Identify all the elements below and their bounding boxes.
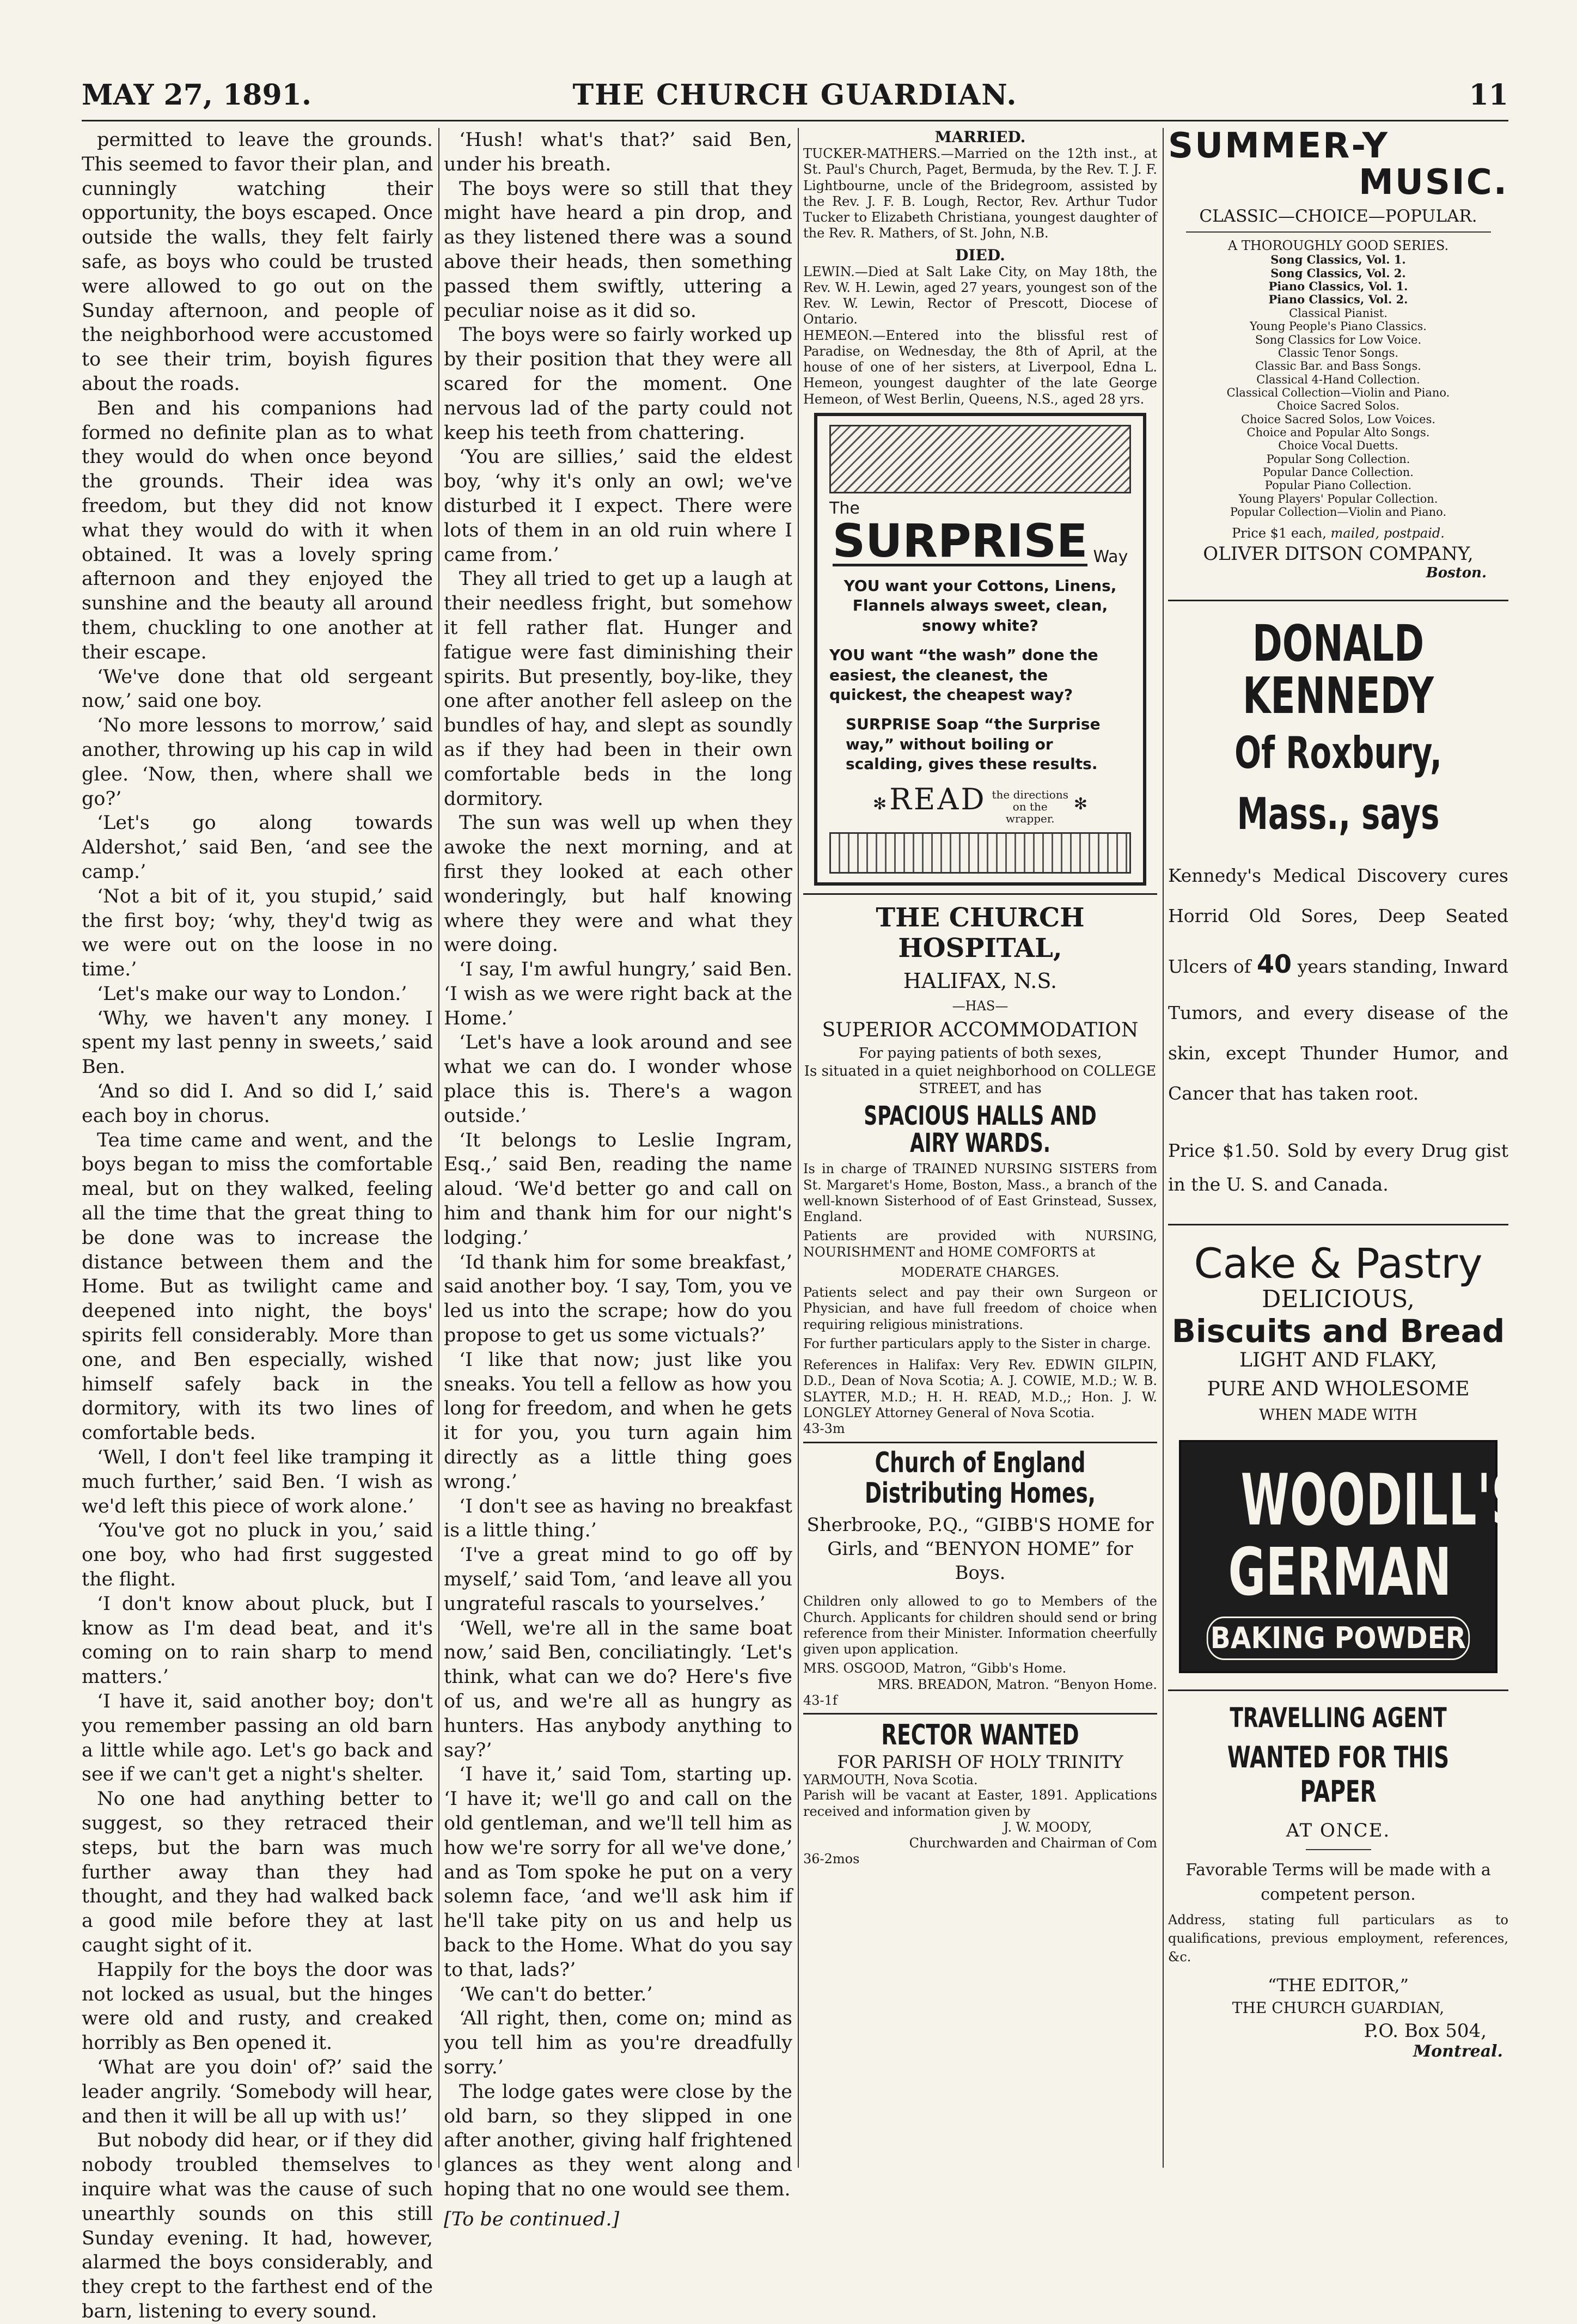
newspaper-title: THE CHURCH GUARDIAN. <box>572 78 1018 112</box>
story-column-2 <box>444 128 792 2230</box>
pastry-biscuits: Biscuits and Bread <box>1171 1312 1505 1350</box>
kennedy-title-1: DONALD KENNEDY <box>1243 614 1434 725</box>
woodills-logo-name: WOODILL'S <box>1240 1459 1524 1542</box>
music-price: Price $1 each, <box>1232 525 1327 541</box>
rector-code: 36-2mos <box>803 1851 860 1867</box>
kennedy-title-2: Of Roxbury, Mass., says <box>1234 727 1442 839</box>
story-column-2-text <box>444 128 792 2202</box>
agent-terms: Favorable Terms will be made with a competent person. <box>1185 1861 1491 1905</box>
section-rule <box>1306 1849 1371 1850</box>
married-heading: MARRIED. <box>934 128 1026 146</box>
story-paragraph: ‘No more lessons to morrow,’ said another, throwing up his cap in wild glee. ‘Now, then, where shall we go?’ <box>82 715 433 810</box>
hospital-charge: Is in charge of TRAINED NURSING SISTERS from St. Margaret's Home, Boston, Mass., a branch of the well-known Sisterhood of of East Grinstead, Sussex, England. <box>803 1161 1157 1225</box>
story-paragraph: ‘Let's have a look around and see what we can do. I wonder whose place this is. There's a wagon outside.’ <box>444 1032 792 1127</box>
distributing-body: Sherbrooke, P.Q., “GIBB'S HOME for Girls, and “BENYON HOME” for Boys. <box>806 1514 1154 1584</box>
surprise-the: The <box>829 498 860 518</box>
rector-wanted-ad <box>803 1719 1157 1867</box>
column-rule <box>798 128 799 2168</box>
music-list-item: Song Classics, Vol. 2. <box>1270 266 1406 280</box>
kennedy-price: Price $1.50. Sold by every Drug gist in the U. S. and Canada. <box>1168 1139 1508 1195</box>
section-rule <box>803 1713 1157 1715</box>
section-rule <box>803 893 1157 895</box>
surprise-title: SURPRISE <box>832 514 1088 568</box>
hospital-further: For further particulars apply to the Sister in charge. <box>803 1335 1151 1351</box>
section-rule <box>803 1442 1157 1443</box>
surprise-read: READ <box>889 782 987 816</box>
story-paragraph: ‘I don't see as having no breakfast is a little thing.’ <box>444 1495 792 1542</box>
pastry-light: LIGHT AND FLAKY, <box>1239 1349 1437 1372</box>
rector-role: Churchwarden and Chairman of Com <box>909 1835 1157 1851</box>
story-paragraph: ‘Well, I don't feel like tramping it much further,’ said Ben. ‘I wish as we'd left this piece of work alone.’ <box>82 1447 433 1517</box>
story-paragraph: ‘We can't do better.’ <box>459 1983 653 2005</box>
hospital-has: —HAS— <box>952 998 1008 1014</box>
story-paragraph: The boys were so fairly worked up by their position that they were all scared for the moment. One nervous lad of the party could not keep his teeth from chattering. <box>444 324 792 444</box>
agent-address: Address, stating full particulars as to qualifications, previous employment, references, &c. <box>1168 1912 1508 1965</box>
rector-title: RECTOR WANTED <box>881 1719 1079 1752</box>
surprise-title-row <box>829 514 1131 568</box>
music-title-2: MUSIC. <box>1359 162 1508 203</box>
story-paragraph: ‘Id thank him for some breakfast,’ said another boy. ‘I say, Tom, you ve led us into the scrape; how do you propose to get us some victuals?’ <box>444 1251 792 1347</box>
ad-border-art <box>829 425 1131 493</box>
music-title-1: SUMMER-Y <box>1168 126 1389 166</box>
music-city: Boston. <box>1426 564 1487 581</box>
surprise-way: Way <box>1093 547 1128 566</box>
hospital-for-paying: For paying patients of both sexes, <box>858 1045 1102 1062</box>
agent-editor: “THE EDITOR,” <box>1268 1975 1409 1996</box>
music-price-row <box>1168 526 1508 541</box>
notices-section <box>803 128 1157 407</box>
column-rule <box>1163 128 1164 2168</box>
agent-city: Montreal. <box>1413 2042 1503 2061</box>
surprise-read-row <box>829 782 1131 825</box>
music-company: OLIVER DITSON COMPANY, <box>1203 542 1474 565</box>
hospital-references: References in Halifax: Very Rev. EDWIN GILPIN, D.D., Dean of Nova Scotia; A. J. COWIE, M.D.; W. B. SLAYTER, M.D.; H. H. READ, M.D.,; Hon. J. W. LONGLEY Attorney General of Nova Scotia. <box>803 1357 1157 1420</box>
hospital-moderate: MODERATE CHARGES. <box>901 1264 1060 1280</box>
music-list-item: Classical Pianist. <box>1289 306 1387 320</box>
church-hospital-ad <box>803 902 1157 1437</box>
story-paragraph: No one had anything better to suggest, so they retraced their steps, but the barn was much further away than they had thought, and they had walked back a good mile before they at last caught sight of it. <box>82 1788 433 1956</box>
agent-once: AT ONCE. <box>1286 1820 1391 1842</box>
column-rule <box>438 128 439 2168</box>
rector-body: Parish will be vacant at Easter, 1891. Applications received and information given by <box>803 1788 1157 1819</box>
music-price-note: mailed, postpaid. <box>1330 525 1445 541</box>
story-paragraph: ‘I say, I'm awful hungry,’ said Ben. ‘I wish as we were right back at the Home.’ <box>444 959 792 1029</box>
hospital-place: HALIFAX, N.S. <box>903 969 1058 993</box>
distributing-code: 43-1f <box>803 1693 838 1708</box>
ad-border-art <box>829 832 1131 874</box>
death-notice-hemeon: HEMEON.—Entered into the blissful rest of Paradise, on Wednesday, the 8th of April, at the house of one of her sisters, at Liverpool, Edna L. Hemeon, youngest daughter of the late George Hemeon, of West Berlin, Queens, N.S., aged 28 yrs. <box>803 327 1157 407</box>
music-list-item: Choice Vocal Duetts. <box>1278 439 1398 453</box>
music-list-item: Song Classics for Low Voice. <box>1255 333 1422 346</box>
story-paragraph: ‘It belongs to Leslie Ingram, Esq.,’ said Ben, reading the name aloud. ‘We'd better go and call on him and thank him for our night's lodging.’ <box>444 1129 792 1249</box>
story-paragraph: They all tried to get up a laugh at their needless fright, but somehow it fell rather flat. Hunger and fatigue were fast diminishing their spirits. But presently, boy-like, they one after another fell asleep on the bundles of hay, and slept as soundly as if they had been in their own comfortable beds in the long dormitory. <box>444 568 792 810</box>
story-paragraph: ‘I have it,’ said Tom, starting up. ‘I have it; we'll go and call on the old gentleman, and we'll tell him as how we're sorry for all we've done,’ and as Tom spoke he put on a very solemn face, ‘and we'll ask him if he'll take pity on us and help us back to the Home. What do you say to that, lads?’ <box>444 1764 792 1981</box>
music-list <box>1168 253 1508 519</box>
music-list-item: Choice and Popular Alto Songs. <box>1246 426 1430 440</box>
story-paragraph: The lodge gates were close by the old barn, so they slipped in one after another, giving half frightened glances as they went along and hoping that no one would see them. <box>444 2081 792 2200</box>
agent-box: P.O. Box 504, <box>1364 2020 1487 2042</box>
hospital-accommodation: SUPERIOR ACCOMMODATION <box>822 1019 1139 1041</box>
story-paragraph: ‘Well, we're all in the same boat now,’ said Ben, conciliatingly. ‘Let's think, what can we do? Here's five of us, and we're all as hungry as hunters. Has anybody anything to say?’ <box>444 1617 792 1761</box>
music-list-item: Choice Sacred Solos. <box>1277 399 1399 413</box>
rector-name: J. W. MOODY, <box>1003 1819 1092 1835</box>
woodills-baking-powder-ad <box>1168 1239 1524 1673</box>
music-list-item: Choice Sacred Solos, Low Voices. <box>1240 412 1436 426</box>
agent-title-1: TRAVELLING AGENT <box>1230 1702 1447 1734</box>
music-list-item: Classic Bar. and Bass Songs. <box>1255 359 1421 373</box>
kennedy-body-1: Kennedy's Medical Discovery cures Horrid Old Sores, Deep Seated Ulcers of <box>1168 864 1508 978</box>
surprise-soap-ad <box>814 413 1146 886</box>
rector-place: YARMOUTH, Nova Scotia. <box>803 1772 978 1788</box>
story-paragraph: The sun was well up when they awoke the next morning, and at first they looked at each other wonderingly, but half knowing where they were and what they were doing. <box>444 812 792 956</box>
rector-parish: FOR PARISH OF HOLY TRINITY <box>837 1752 1123 1773</box>
page-header <box>82 76 1508 121</box>
story-paragraph: ‘Let's make our way to London.’ <box>97 983 407 1005</box>
music-list-item: Popular Song Collection. <box>1266 452 1410 466</box>
woodills-logo-baking-powder: BAKING POWDER <box>1207 1617 1470 1660</box>
story-paragraph: ‘Not a bit of it, you stupid,’ said the first boy; ‘why, they'd twig as we were out on the loose in no time.’ <box>82 885 433 981</box>
column-4 <box>1168 126 1524 2168</box>
music-list-item: Young People's Piano Classics. <box>1250 320 1427 333</box>
story-paragraph: ‘You are sillies,’ said the eldest boy, ‘why it's only an owl; we've disturbed it I expect. There were lots of them in an old ruin where I came from.’ <box>444 446 792 566</box>
music-list-item: Piano Classics, Vol. 2. <box>1268 292 1408 307</box>
section-rule <box>1168 600 1508 601</box>
column-3 <box>803 128 1157 2168</box>
story-paragraph: ‘You've got no pluck in you,’ said one boy, who had first suggested the flight. <box>82 1520 433 1591</box>
hospital-surgeon: Patients select and pay their own Surgeon or Physician, and have full freedom of choice when requiring religious ministrations. <box>803 1285 1157 1332</box>
issue-date: MAY 27, 1891. <box>82 78 311 112</box>
music-list-item: Song Classics, Vol. 1. <box>1270 253 1406 267</box>
music-subtitle: CLASSIC—CHOICE—POPULAR. <box>1199 206 1477 227</box>
died-heading: DIED. <box>955 246 1005 264</box>
kennedy-body <box>1168 856 1508 1114</box>
hospital-code: 43-3m <box>803 1421 845 1437</box>
section-rule <box>1186 231 1491 233</box>
section-rule <box>1168 1224 1508 1225</box>
kennedy-forty: 40 <box>1256 949 1292 979</box>
married-notice: TUCKER-MATHERS.—Married on the 12th inst., at St. Paul's Church, Paget, Bermuda, by the Rev. T. J. F. Lightbourne, uncle of the Bridegroom, assisted by the Rev. J. F. B. Lough, Rector, Rev. Arthur Tudor Tucker to Elizabeth Christiana, youngest daughter of the Rev. R. Mathers, of St. John, N.B. <box>803 146 1157 241</box>
music-list-item: Young Players' Popular Collection. <box>1238 492 1438 505</box>
story-paragraph: Ben and his companions had formed no definite plan as to what they would do when once beyond the grounds. Their idea was freedom, but they did not know what they would do with it when obtained. It was a lovely spring afternoon and they enjoyed the sunshine and the beauty all around them, chuckling to one another at their escape. <box>82 397 433 663</box>
story-paragraph: permitted to leave the grounds. This seemed to favor their plan, and cunningly watching their opportunity, the boys escaped. Once outside the walls, they felt fairly safe, as boys who could be trusted were allowed to go out on the Sunday afternoon, and people of the neighborhood were accustomed to see their trim, boyish figures about the roads. <box>82 129 433 395</box>
donald-kennedy-ad <box>1168 614 1508 1202</box>
story-paragraph: ‘All right, then, come on; mind as you tell him as you're dreadfully sorry.’ <box>444 2008 792 2078</box>
music-list-item: Classical Collection—Violin and Piano. <box>1226 386 1450 399</box>
story-paragraph: ‘What are you doin' of?’ said the leader angrily. ‘Somebody will hear, and then it will be all up with us!’ <box>82 2056 433 2127</box>
pastry-title: Cake & Pastry <box>1194 1239 1483 1288</box>
surprise-text-2: YOU want “the wash” done the easiest, the cleanest, the quickest, the cheapest way? <box>829 646 1098 704</box>
hospital-halls: SPACIOUS HALLS AND AIRY WARDS. <box>864 1100 1097 1158</box>
distributing-title: Church of England Distributing Homes, <box>864 1446 1096 1510</box>
story-paragraph: ‘Let's go along towards Aldershot,’ said Ben, ‘and see the camp.’ <box>82 812 433 883</box>
story-paragraph: Tea time came and went, and the boys began to miss the comfortable meal, but on they walked, feeling all the time that the great thing to be done was to increase the distance between them and the Home. But as twilight came and deepened into night, the boys' spirits fell considerably. More than one, and Ben especially, wished himself safely back in the dormitory, with its two lines of comfortable beds. <box>82 1129 433 1444</box>
story-paragraph: ‘Hush! what's that?’ said Ben, under his breath. <box>444 129 792 175</box>
story-paragraph: Happily for the boys the door was not locked as usual, but the hinges were old and rusty, and creaked horribly as Ben opened it. <box>82 1959 433 2054</box>
kennedy-body-2: years standing, Inward Tumors, and every disease of the skin, except Thunder Humor, and Cancer that has taken root. <box>1168 956 1508 1105</box>
distributing-osgood: MRS. OSGOOD, Matron, “Gibb's Home. <box>803 1661 1067 1676</box>
music-list-item: Classical 4-Hand Collection. <box>1256 373 1420 386</box>
to-be-continued: [To be continued.] <box>444 2208 620 2230</box>
asterisk-icon: ✻ <box>1073 794 1087 814</box>
music-list-item: Popular Dance Collection. <box>1263 466 1414 479</box>
woodills-logo-german: GERMAN <box>1228 1535 1452 1611</box>
pastry-delicious: DELICIOUS, <box>1262 1285 1415 1313</box>
agent-paper: THE CHURCH GUARDIAN, <box>1232 1999 1445 2017</box>
story-paragraph: ‘And so did I. And so did I,’ said each boy in chorus. <box>82 1081 433 1127</box>
surprise-text-1: YOU want your Cottons, Linens, Flannels always sweet, clean, snowy white? <box>843 576 1117 635</box>
hospital-situated: Is situated in a quiet neighborhood on COLLEGE STREET, and has <box>804 1063 1157 1097</box>
distributing-children: Children only allowed to go to Members of the Church. Applicants for children should send or bring reference from their Minister. Information cheerfully given upon application. <box>803 1594 1157 1657</box>
pastry-pure: PURE AND WHOLESOME <box>1207 1378 1470 1401</box>
story-paragraph: ‘Why, we haven't any money. I spent my last penny in sweets,’ said Ben. <box>82 1007 433 1078</box>
story-column-1 <box>82 128 433 2322</box>
summery-music-ad <box>1168 128 1508 581</box>
music-list-item: Popular Collection—Violin and Piano. <box>1230 505 1447 519</box>
story-paragraph: ‘I've a great mind to go off by myself,’ said Tom, ‘and leave all you ungrateful rascals to yourselves.’ <box>444 1544 792 1615</box>
music-series: A THOROUGHLY GOOD SERIES. <box>1227 238 1449 254</box>
hospital-title: THE CHURCH HOSPITAL, <box>876 902 1085 963</box>
death-notice-lewin: LEWIN.—Died at Salt Lake City, on May 18th, the Rev. W. H. Lewin, aged 27 years, youngest son of the Rev. W. Lewin, Rector of Prescott, Diocese of Ontario. <box>803 264 1157 327</box>
agent-title-2: WANTED FOR THIS PAPER <box>1227 1740 1450 1809</box>
travelling-agent-ad <box>1168 1702 1508 2061</box>
woodills-logo <box>1179 1440 1524 1673</box>
story-paragraph: ‘I have it, said another boy; don't you remember passing an old barn a little while ago. Let's go back and see if we can't get a night's shelter. <box>82 1691 433 1786</box>
section-rule <box>1168 1689 1508 1691</box>
surprise-text-3: SURPRISE Soap “the Surprise way,” without boiling or scalding, gives these results. <box>846 715 1101 773</box>
hospital-provided: Patients are provided with NURSING, NOURISHMENT and HOME COMFORTS at <box>803 1228 1157 1260</box>
music-list-item: Classic Tenor Songs. <box>1278 346 1399 359</box>
story-paragraph: ‘I like that now; just like you sneaks. You tell a fellow as how you long for freedom, and when he gets it for you, you turn again him directly as a little thing goes wrong.’ <box>444 1349 792 1493</box>
story-paragraph: ‘I don't know about pluck, but I know as I'm dead beat, and it's coming on to rain sharp to mend matters.’ <box>82 1593 433 1688</box>
surprise-read-small: the directions on the wrapper. <box>992 788 1068 825</box>
music-list-item: Piano Classics, Vol. 1. <box>1268 279 1408 294</box>
story-paragraph: ‘We've done that old sergeant now,’ said one boy. <box>82 666 433 712</box>
distributing-homes-ad <box>803 1448 1157 1709</box>
story-paragraph: But nobody did hear, or if they did nobody troubled themselves to inquire what was the cause of such unearthly sounds on this still Sunday evening. It had, however, alarmed the boys considerably, and they crept to the farthest end of the barn, listening to every sound. <box>82 2130 433 2322</box>
pastry-when: WHEN MADE WITH <box>1259 1406 1417 1424</box>
story-paragraph: The boys were so still that they might have heard a pin drop, and as they listened there was a sound above their heads, then something passed them swiftly, uttering a peculiar noise as it did so. <box>444 178 792 322</box>
page-number: 11 <box>1469 78 1508 112</box>
music-list-item: Popular Piano Collection. <box>1264 479 1412 492</box>
distributing-breadon: MRS. BREADON, Matron. “Benyon Home. <box>877 1676 1157 1692</box>
asterisk-icon: ✻ <box>873 794 887 814</box>
